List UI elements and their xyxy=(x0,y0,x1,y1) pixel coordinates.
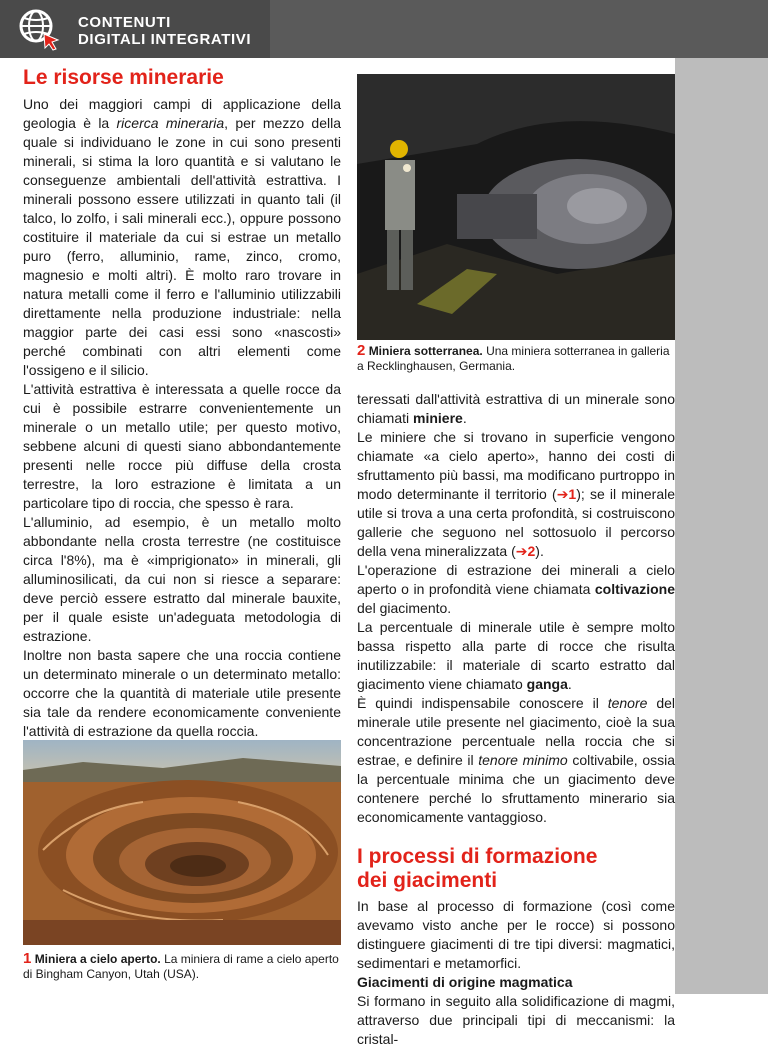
globe-cursor-icon xyxy=(14,4,64,54)
paragraph: teressati dall'attività estrattiva di un minerale sono chiamati miniere. xyxy=(357,391,675,426)
subheading-magmatici: Giacimenti di origine magmatica xyxy=(357,974,573,990)
section-heading-processi: I processi di formazione dei giacimenti xyxy=(357,845,598,892)
header-title-line1: CONTENUTI xyxy=(78,14,171,31)
figure-caption-1: 1 Miniera a cielo aperto. La miniera di rame a cielo aperto di Bingham Canyon, Utah (USA). xyxy=(23,950,339,981)
header-title xyxy=(78,14,251,48)
paragraph: Le miniere che si trovano in superficie vengono chiamate «a cielo aperto», hanno dei costi di sfruttamento più bassi, ma modificano purtroppo in modo determinante il territorio (➔1); se il minerale utile si trova a una certa profondità, si costruiscono gallerie che seguono nel sottosuolo il percorso della vena mineralizzata (➔2). xyxy=(357,429,675,559)
paragraph: È quindi indispensabile conoscere il tenore del minerale utile presente nel giacimento, cioè la sua concentrazione percentuale nella roccia che si estrae, e definire il tenore minimo coltivabile, ossia la percentuale minima che un giacimento deve contenere perché lo sfruttamento minerario sia economicamente vantaggioso. xyxy=(357,695,676,825)
section-heading-risorse: Le risorse minerarie xyxy=(23,66,224,89)
header-title-line2: DIGITALI INTEGRATIVI xyxy=(78,31,252,48)
underground-mine-illustration xyxy=(357,74,675,340)
paragraph: In base al processo di formazione (così come avevamo visto anche per le rocce) si possono distinguere giacimenti di tre tipi diversi: magmatici, sedimentari e metamorfici. xyxy=(357,898,675,971)
right-column xyxy=(357,390,675,1049)
photo-underground-mine xyxy=(357,74,675,340)
paragraph: Inoltre non basta sapere che una roccia contiene un determinato minerale o un determinato metallo: occorre che la quantità di materiale utile presente sia tale da rendere economicamente conveniente l'attività di estrazione da quella roccia. xyxy=(23,647,341,739)
figure-ref-1[interactable]: ➔1 xyxy=(556,486,577,502)
paragraph: Si formano in seguito alla solidificazione di magmi, attraverso due principali tipi di meccanismi: la cristal- xyxy=(357,993,675,1047)
page-margin-band xyxy=(675,58,768,994)
paragraph: L'operazione di estrazione dei minerali a cielo aperto o in profondità viene chiamata coltivazione del giacimento. xyxy=(357,562,675,616)
paragraph: L'attività estrattiva è interessata a quelle rocce da cui è possibile estrarre convenientemente un minerale o un metallo utile; per questo motivo, sebbene alcuni di questi siano abbondantemente presenti nelle rocce più diffuse della crosta terrestre, la loro estrazione è limitata a un particolare tipo di roccia, che spesso è rara. xyxy=(23,381,341,511)
paragraph: Uno dei maggiori campi di applicazione della geologia è la ricerca mineraria, per mezzo della quale si individuano le zone in cui sono presenti minerali, si stima la loro quantità e si valutano le conseguenze ambientali dell'attività estrattiva. I minerali possono essere utilizzati in quanto tali (il talco, lo zolfo, i sali minerali ecc.), oppure possono costituire il materiale da cui si estrae un metallo puro (ferro, alluminio, rame, zinco, cromo, magnesio e molti altri). È molto raro trovare in natura metalli come il ferro e l'alluminio utilizzabili direttamente nella produzione industriale: nella maggior parte dei casi essi sono «nascosti» perché combinati con altri elementi come l'ossigeno e il silicio. xyxy=(23,96,341,378)
photo-open-pit-mine xyxy=(23,740,341,945)
figure-caption-2: 2 Miniera sotterranea. Una miniera sotterranea in galleria a Recklinghausen, Germania. xyxy=(357,342,670,373)
figure-ref-2[interactable]: ➔2 xyxy=(515,543,536,559)
paragraph: L'alluminio, ad esempio, è un metallo molto abbondante nella crosta terrestre (ne costituisce circa l'8%), ma è «imprigionato» in minerali, gli alluminosilicati, da cui non si riesce a separare: deve perciò essere estratto dal minerale bauxite, per il quale esiste un'adeguata metodologia di estrazione. xyxy=(23,514,341,644)
left-column xyxy=(23,66,341,836)
paragraph: La percentuale di minerale utile è sempre molto bassa rispetto alla parte di rocce che risulta inutilizzabile: il materiale di scarto estratto dal giacimento viene chiamato ganga. xyxy=(357,619,675,692)
open-pit-illustration xyxy=(23,740,341,945)
